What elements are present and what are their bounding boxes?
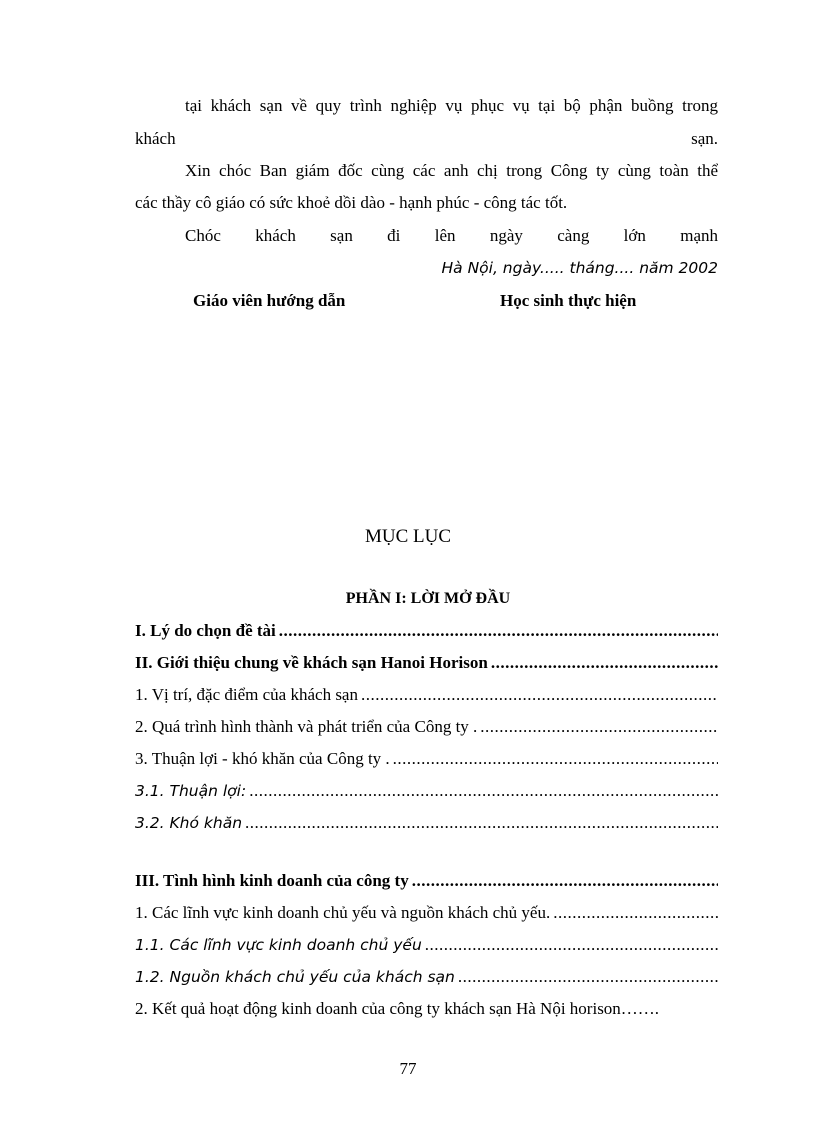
teacher-signature-label: Giáo viên hướng dẫn <box>193 291 346 310</box>
toc-item <box>135 998 718 1020</box>
toc-item-label: II. Giới thiệu chung về khách sạn Hanoi Horison <box>135 653 488 672</box>
toc-part-heading: PHẦN I: LỜI MỞ ĐẦU <box>345 590 511 607</box>
toc-item-label: 1. Vị trí, đặc điểm của khách sạn <box>135 685 358 704</box>
letter-line-2-right: sạn. <box>691 129 718 148</box>
toc-leader-dots <box>393 748 718 770</box>
toc-item <box>135 684 718 706</box>
toc-leader-dots <box>425 934 718 956</box>
toc-item <box>135 748 718 770</box>
toc-item <box>135 620 718 642</box>
toc-leader-dots <box>553 902 718 924</box>
toc-item-label: III. Tình hình kinh doanh của công ty <box>135 871 409 890</box>
toc-item-label: 3.1. Thuận lợi: <box>135 782 247 800</box>
toc-leader-dots <box>412 870 718 892</box>
toc-item <box>135 652 718 674</box>
toc-item-label: 1.1. Các lĩnh vực kinh doanh chủ yếu <box>135 936 422 954</box>
toc-item-label: 2. Quá trình hình thành và phát triển của Công ty . <box>135 717 478 736</box>
letter-line-4: các thầy cô giáo có sức khoẻ dồi dào - hạnh phúc - công tác tốt. <box>135 193 568 212</box>
toc-item-label: I. Lý do chọn đề tài <box>135 621 276 640</box>
toc-item <box>135 966 718 988</box>
toc-leader-dots <box>245 812 718 834</box>
toc-item-label: 3. Thuận lợi - khó khăn của Công ty . <box>135 749 390 768</box>
toc-item-label: 1.2. Nguồn khách chủ yếu của khách sạn <box>135 968 455 986</box>
letter-line-3: Xin chóc Ban giám đốc cùng các anh chị trong Công ty cùng toàn thể <box>185 161 718 180</box>
letter-date: Hà Nội, ngày..... tháng.... năm 2002 <box>441 259 718 277</box>
toc-item-label: 1. Các lĩnh vực kinh doanh chủ yếu và nguồn khách chủ yếu. <box>135 903 551 922</box>
letter-line-2-left: khách <box>135 129 176 148</box>
toc-item-label: 2. Kết quả hoạt động kinh doanh của công ty khách sạn Hà Nội horison……. <box>135 999 660 1018</box>
toc-title: MỤC LỤC <box>364 526 452 547</box>
letter-line-1: tại khách sạn về quy trình nghiệp vụ phục vụ tại bộ phận buồng trong <box>185 96 718 115</box>
toc-leader-dots <box>480 716 718 738</box>
toc-item <box>135 902 718 924</box>
letter-line-5: Chóc khách sạn đi lên ngày càng lớn mạnh <box>185 226 718 245</box>
toc-item <box>135 870 718 892</box>
toc-leader-dots <box>458 966 718 988</box>
toc-item-label: 3.2. Khó khăn <box>135 814 243 832</box>
toc-item <box>135 780 718 802</box>
toc-leader-dots <box>491 652 718 674</box>
toc-item <box>135 716 718 738</box>
page-number: 77 <box>399 1059 417 1078</box>
toc-leader-dots <box>249 780 718 802</box>
toc-item <box>135 934 718 956</box>
letter-line-2 <box>135 128 718 150</box>
toc-item <box>135 812 718 834</box>
toc-leader-dots <box>279 620 718 642</box>
student-signature-label: Học sinh thực hiện <box>500 291 637 310</box>
toc-leader-dots <box>361 684 718 706</box>
